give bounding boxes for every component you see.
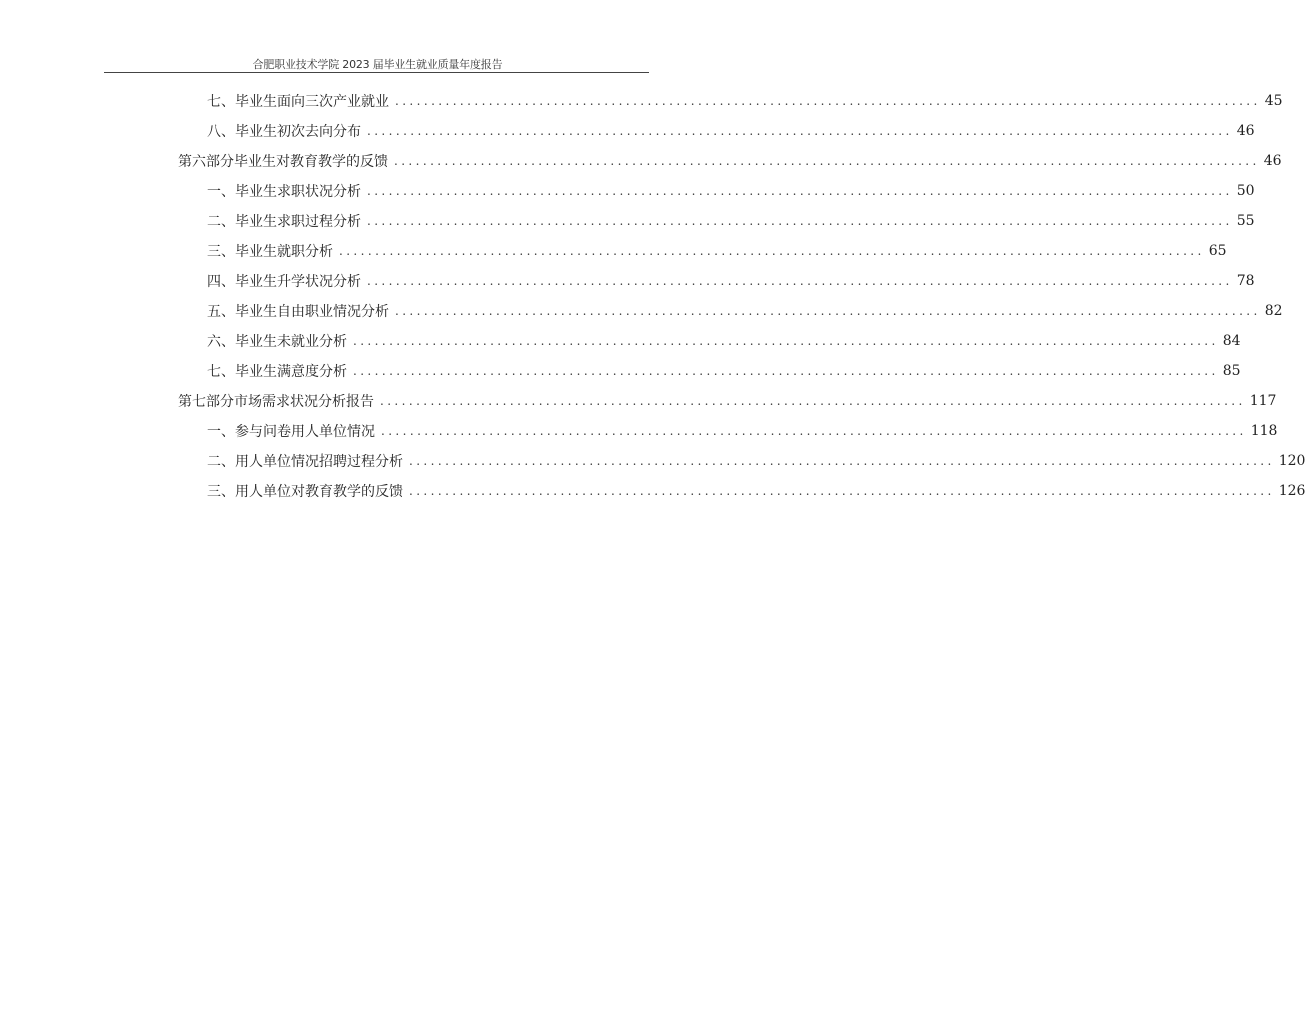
toc-entry-page: 118 [1250,423,1278,439]
toc-entry-number: 八、 [207,124,235,140]
toc-dot-leader: ........................................................................................................................ [367,184,1233,198]
toc-entry[interactable] [178,386,1277,416]
toc-entry[interactable] [207,446,1305,476]
toc-dot-leader: ........................................................................................................................ [353,334,1219,348]
toc-entry-number: 三、 [207,244,235,260]
toc-entry-title: 毕业生未就业分析 [235,334,347,350]
toc-entry-number: 一、 [207,424,235,440]
toc-entry[interactable] [207,476,1305,506]
toc-entry-number: 四、 [207,274,235,290]
header-divider [104,72,649,73]
toc-entry-page: 82 [1264,303,1283,319]
toc-entry-page: 65 [1208,243,1227,259]
toc-entry-number: 六、 [207,334,235,350]
toc-entry-page: 120 [1278,453,1305,469]
toc-dot-leader: ........................................................................................................................ [353,364,1219,378]
toc-entry-number: 第七部分 [178,394,234,410]
toc-entry[interactable] [207,86,1283,116]
page-header-title: 合肥职业技术学院 2023 届毕业生就业质量年度报告 [252,58,503,71]
toc-dot-leader: ........................................................................................................................ [380,394,1246,408]
toc-entry-title: 毕业生初次去向分布 [235,124,361,140]
toc-entry-title: 用人单位情况招聘过程分析 [235,454,403,470]
toc-dot-leader: ........................................................................................................................ [395,304,1261,318]
toc-entry[interactable] [178,146,1282,176]
toc-entry-page: 55 [1236,213,1255,229]
toc-dot-leader: ........................................................................................................................ [409,454,1275,468]
toc-entry-page: 46 [1236,123,1255,139]
toc-dot-leader: ........................................................................................................................ [395,94,1261,108]
toc-entry-page: 85 [1222,363,1241,379]
toc-entry-number: 第六部分 [178,154,234,170]
toc-entry-title: 毕业生自由职业情况分析 [235,304,389,320]
toc-entry-page: 117 [1249,393,1277,409]
toc-entry[interactable] [207,116,1255,146]
toc-entry-title: 毕业生升学状况分析 [235,274,361,290]
toc-entry-page: 50 [1236,183,1255,199]
toc-entry-number: 二、 [207,454,235,470]
toc-entry-title: 参与问卷用人单位情况 [235,424,375,440]
toc-entry-title: 毕业生求职状况分析 [235,184,361,200]
toc-entry-title: 毕业生求职过程分析 [235,214,361,230]
toc-entry-number: 三、 [207,484,235,500]
toc-entry-page: 45 [1264,93,1283,109]
toc-entry[interactable] [207,266,1255,296]
toc-entry[interactable] [207,416,1278,446]
toc-entry-number: 七、 [207,94,235,110]
toc-dot-leader: ........................................................................................................................ [367,124,1233,138]
toc-dot-leader: ........................................................................................................................ [381,424,1247,438]
toc-entry-title: 毕业生就职分析 [235,244,333,260]
toc-dot-leader: ........................................................................................................................ [339,244,1205,258]
toc-entry[interactable] [207,206,1255,236]
toc-entry-page: 126 [1278,483,1305,499]
toc-entry[interactable] [207,356,1241,386]
toc-entry-number: 二、 [207,214,235,230]
toc-entry[interactable] [207,326,1241,356]
toc-entry[interactable] [207,296,1283,326]
toc-entry-title: 用人单位对教育教学的反馈 [235,484,403,500]
toc-entry[interactable] [207,176,1255,206]
toc-entry-title: 毕业生对教育教学的反馈 [234,154,388,170]
toc-entry-page: 84 [1222,333,1241,349]
toc-dot-leader: ........................................................................................................................ [409,484,1275,498]
toc-entry[interactable] [207,236,1227,266]
toc-dot-leader: ........................................................................................................................ [367,214,1233,228]
toc-entry-number: 一、 [207,184,235,200]
toc-dot-leader: ........................................................................................................................ [367,274,1233,288]
toc-entry-page: 78 [1236,273,1255,289]
toc-entry-page: 46 [1263,153,1282,169]
toc-dot-leader: ........................................................................................................................ [394,154,1260,168]
toc-entry-title: 毕业生面向三次产业就业 [235,94,389,110]
toc-entry-title: 市场需求状况分析报告 [234,394,374,410]
toc-entry-number: 七、 [207,364,235,380]
toc-entry-number: 五、 [207,304,235,320]
toc-entry-title: 毕业生满意度分析 [235,364,347,380]
